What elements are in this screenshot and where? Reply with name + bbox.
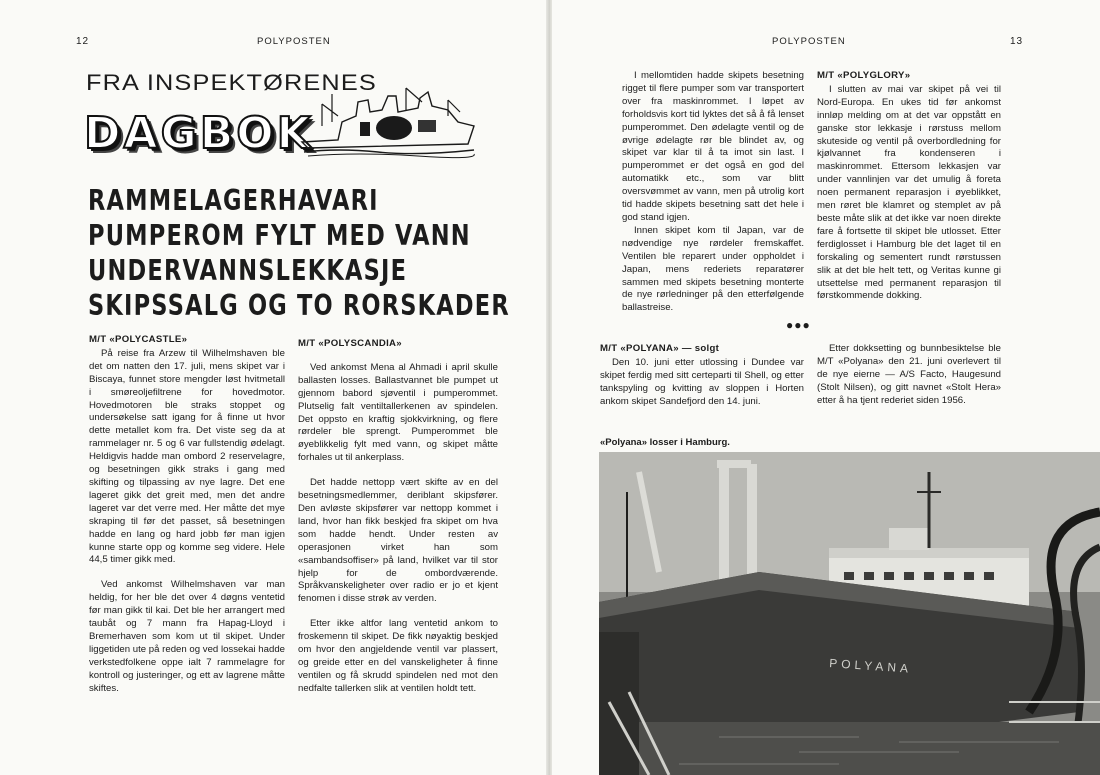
paragraph: Innen skipet kom til Japan, var de nødvendige nye rørdeler fremskaffet. Ventilen ble reparert under oppholdet i Japan, mens rederiets reparatører sammen med skipets besetning monterte de nye rørledninger på den etterfølgende ballastreise.: [622, 224, 804, 314]
paragraph: På reise fra Arzew til Wilhelmshaven ble det om natten den 17. juli, mens skipet var i Biscaya, funnet store mengder løst hvitmetall i smøreoljefiltrene for hovedmotor. Hovedmotoren ble straks stoppet og undersøkelse satt igang for å finne ut hvor dette metallet kom fra. Det viste seg da at rammelager nr. 5 og 6 var fullstendig ødelagt. Heldigvis hadde man ombord 2 reservelagre, og besetningen gikk straks i gang med skifting og tilpassing av nye lagre. Det ene lageret gikk det greit med, men det andre lageret var det verre med. Her måtte det mye skraping til før det passet, så besetningen hadde en lang og hard jobb før man igjen kunne starte opp og komme seg videre. Hele 44,5 timer gikk med.: [89, 347, 285, 566]
headline-4: SKIPSSALG OG TO RORSKADER: [88, 290, 510, 323]
article-column-polyscandia: [298, 338, 498, 696]
right-page: [552, 0, 1100, 775]
paragraph: Den 10. juni etter utlossing i Dundee var skipet ferdig med sitt certeparti til Shell, og etter tankspyling og kvitting av sloppen i Horten ankom skipet Sandefjord den 14. juni.: [600, 356, 804, 407]
running-head: POLYPOSTEN: [257, 36, 331, 47]
ship-photo: [599, 452, 1100, 775]
left-page: [0, 0, 548, 775]
hull-lettering: POLYANA: [828, 656, 913, 676]
ship-heading-polycastle: M/T «POLYCASTLE»: [89, 334, 188, 345]
ship-heading-polyana: M/T «POLYANA» — solgt: [600, 343, 720, 354]
ship-photo-image: [599, 452, 1100, 775]
masthead-dagbok: DAGBOK: [84, 108, 314, 159]
article-column-polyglory: [817, 70, 1001, 303]
paragraph: Ved ankomst Mena al Ahmadi i april skulle ballasten losses. Ballastvannet ble pumpet ut gjennom babord sjøventil i pumperommet. Plutselig falt ventiltallerkenen av spindelen. Det oppsto en kraftig sjokkvirkning, og flere rørdeler ble sprengt. Pumperommet ble øyeblikkelig fylt med vann, og skipet måtte forhales ut til ankerplass.: [298, 361, 498, 464]
headline-3: UNDERVANNSLEKKASJE: [88, 255, 408, 288]
paragraph: Ved ankomst Wilhelmshaven var man heldig, for her ble det over 4 døgns ventetid før man gikk til kai. Det ble her arrangert med taubåt og 7 mann fra Hapag-Lloyd i Bremerhaven som kom ut til skipet. Under liggetiden ute på reden og ved lossekai hadde verkstedfolkene oppe ialt 7 rammelagre for kontroll og justeringer, og ett av lagrene måtte skiftes.: [89, 579, 285, 694]
paragraph: Etter ikke altfor lang ventetid ankom to froskemenn til skipet. De fikk nøyaktig beskjed om hvor den angjeldende ventil var plassert, og greide etter en del vanskeligheter å finne ventilen og få skrudd spindelen ned mot den nedfalte tallerken slik at ventilen holdt tett.: [298, 618, 498, 694]
paragraph: Det hadde nettopp vært skifte av en del besetningsmedlemmer, deriblant skipsfører. Den avløste skipsfører var nettopp kommet i land, hvor han fikk beskjed fra skipet om hva som hadde hendt. Under resten av operasjonen virket han som «sambandsoffiser» på land, hvilket var til stor hjelp for de ombordværende. Språkvanskeligheter over radio er jo et kjent fenomen i disse strøk av verden.: [298, 477, 498, 605]
ship-heading-polyglory: M/T «POLYGLORY»: [817, 70, 911, 81]
photo-caption: «Polyana» losser i Hamburg.: [600, 437, 730, 448]
masthead-line1: FRA INSPEKTØRENES: [86, 70, 377, 95]
section-separator: ●●●: [786, 318, 811, 332]
article-column-continued: [622, 70, 804, 315]
article-column-polyana-continued: [817, 343, 1001, 408]
article-column-polyana: [600, 343, 804, 409]
paragraph: I slutten av mai var skipet på vei til Nord-Europa. En ukes tid før ankomst innløp melding om at det var oppstått en ganske stor lekkasje i rørstuss mellom skuteside og ventil på overbordledning for kjølvannet fra kondenseren i maskinrommet. Ettersom lekkasjen var under vannlinjen var det umulig å foreta noen permanent reparasjon i øyeblikket, men røret ble klamret og stemplet av på beste måte slik at det ikke var noen direkte fare å fortsette til skipet ble utlosset. Etter ferdiglosset i Hamburg ble det laget til en forskaling og sementert rundt rørstussen slik at det ble helt tett, og Veritas kunne gi utsettelse med permanent reparasjon til førstkommende dokking.: [817, 83, 1001, 302]
paragraph: Etter dokksetting og bunnbesiktelse ble M/T «Polyana» den 21. juni overlevert til de nye eierne — A/S Facto, Haugesund (Stolt Nilsen), og gitt navnet «Stolt Hera» etter å ha tjent rederiet siden 1956.: [817, 343, 1001, 406]
page-number: 12: [76, 36, 90, 47]
headline-2: PUMPEROM FYLT MED VANN: [88, 220, 471, 253]
headline-1: RAMMELAGERHAVARI: [88, 185, 379, 218]
ship-sketch-illustration: [298, 82, 478, 160]
ship-heading-polyscandia: M/T «POLYSCANDIA»: [298, 338, 402, 349]
running-head: POLYPOSTEN: [772, 36, 846, 47]
paragraph: I mellomtiden hadde skipets besetning rigget til flere pumper som var transportert over fra maskinrommet. I løpet av forholdsvis kort tid lyktes det så å få lenset pumperommet. Den ødelagte ventil og de øvrige ødelagte rør ble blindet av, og skipet var klar til å ta imot sin last. I pumperommet er det også en god del automatikk etc., som var blitt oversvømmet av vann, men på utrolig kort tid hadde skipets besetning satt det hele i god stand igjen.: [622, 70, 804, 223]
page-number: 13: [1010, 36, 1024, 47]
article-column-polycastle: [89, 334, 285, 695]
